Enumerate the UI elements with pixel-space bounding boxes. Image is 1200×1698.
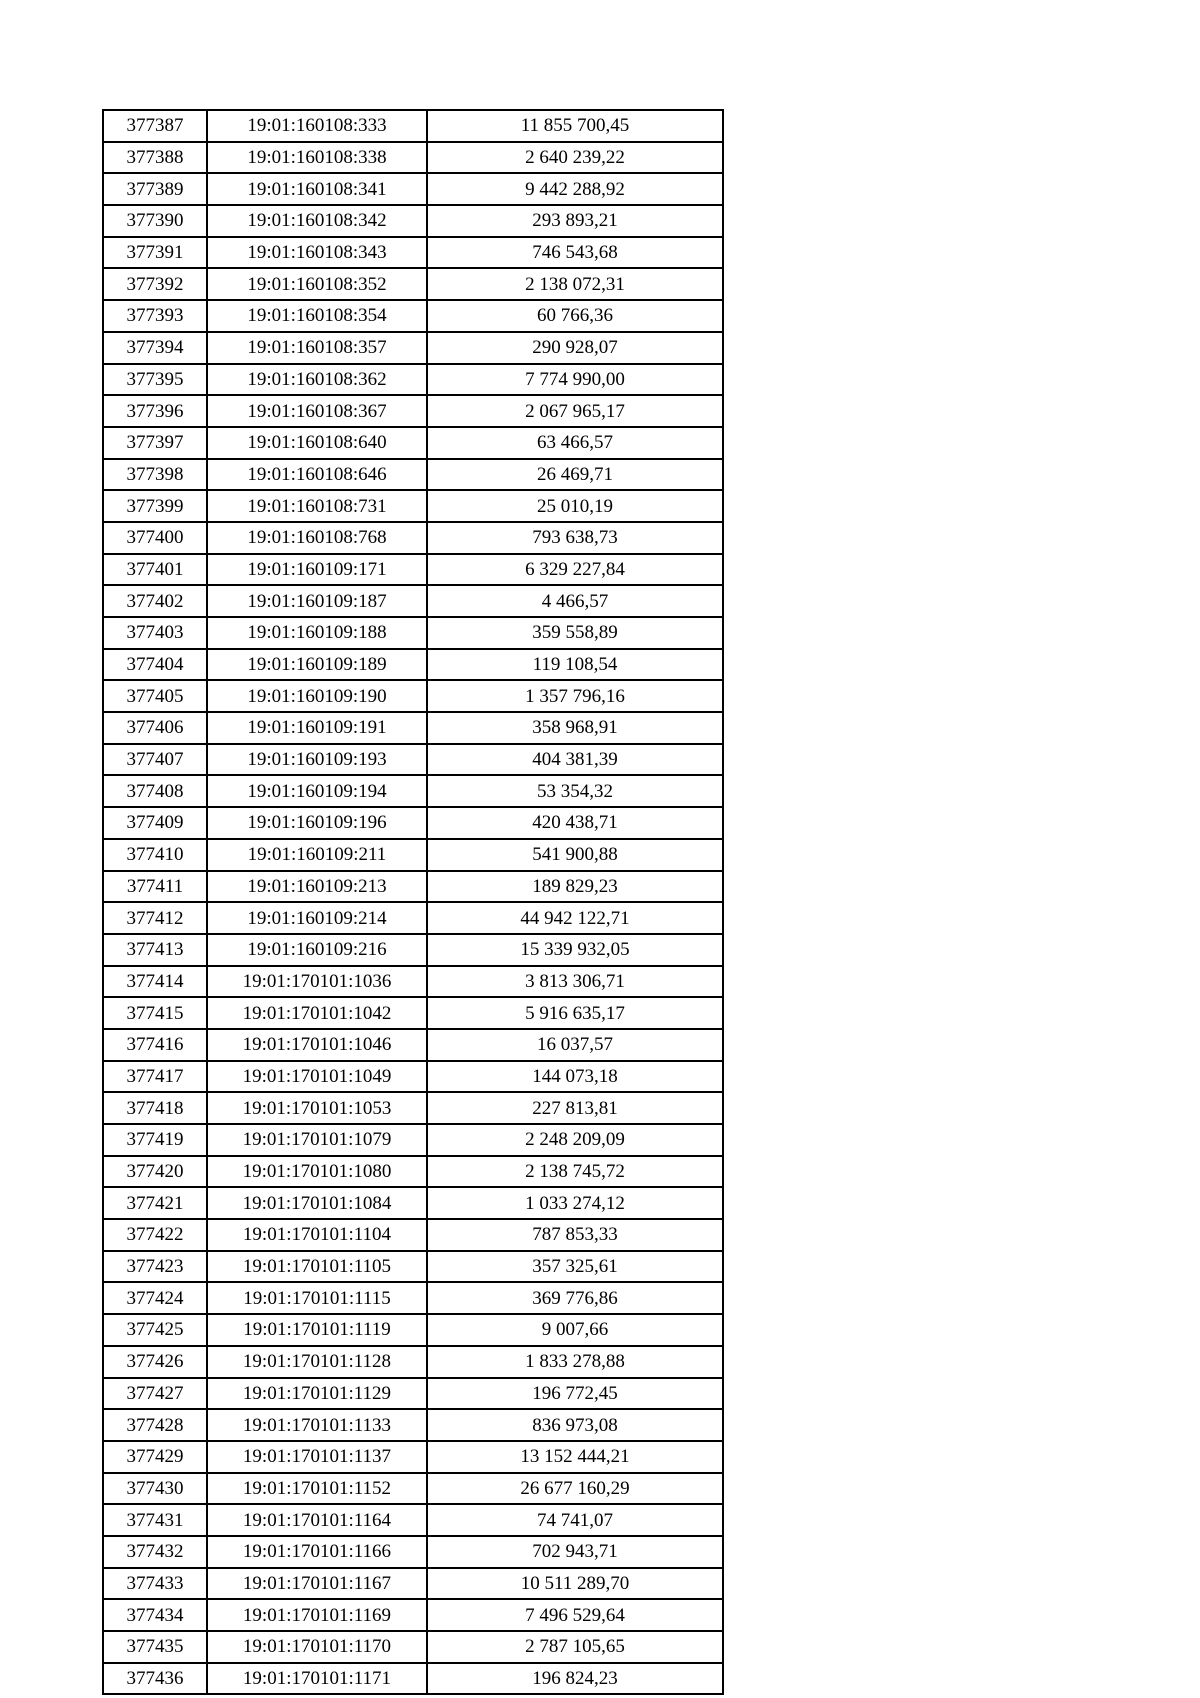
cadastral-number-cell: 19:01:170101:1137 bbox=[207, 1441, 427, 1473]
row-number-cell: 377394 bbox=[103, 332, 207, 364]
cadastral-number-cell: 19:01:160109:216 bbox=[207, 934, 427, 966]
cadastral-number-cell: 19:01:170101:1049 bbox=[207, 1061, 427, 1093]
cadastral-value-cell: 6 329 227,84 bbox=[427, 554, 723, 586]
cadastral-value-cell: 26 677 160,29 bbox=[427, 1473, 723, 1505]
row-number-cell: 377425 bbox=[103, 1314, 207, 1346]
table-row bbox=[103, 617, 723, 649]
cadastral-number-cell: 19:01:160108:343 bbox=[207, 237, 427, 269]
cadastral-value-cell: 227 813,81 bbox=[427, 1092, 723, 1124]
row-number-cell: 377400 bbox=[103, 522, 207, 554]
cadastral-value-cell: 53 354,32 bbox=[427, 775, 723, 807]
row-number-cell: 377432 bbox=[103, 1536, 207, 1568]
table-row bbox=[103, 554, 723, 586]
cadastral-number-cell: 19:01:160108:367 bbox=[207, 395, 427, 427]
row-number-cell: 377423 bbox=[103, 1251, 207, 1283]
cadastral-value-cell: 358 968,91 bbox=[427, 712, 723, 744]
cadastral-value-cell: 359 558,89 bbox=[427, 617, 723, 649]
cadastral-number-cell: 19:01:160108:338 bbox=[207, 142, 427, 174]
table-row bbox=[103, 1314, 723, 1346]
cadastral-number-cell: 19:01:160109:214 bbox=[207, 902, 427, 934]
cadastral-number-cell: 19:01:160109:196 bbox=[207, 807, 427, 839]
table-row bbox=[103, 807, 723, 839]
table-row bbox=[103, 268, 723, 300]
cadastral-value-cell: 1 833 278,88 bbox=[427, 1346, 723, 1378]
table-row bbox=[103, 775, 723, 807]
table-row bbox=[103, 1187, 723, 1219]
cadastral-value-cell: 404 381,39 bbox=[427, 744, 723, 776]
cadastral-value-cell: 836 973,08 bbox=[427, 1409, 723, 1441]
row-number-cell: 377431 bbox=[103, 1504, 207, 1536]
table-row bbox=[103, 649, 723, 681]
cadastral-number-cell: 19:01:160108:731 bbox=[207, 490, 427, 522]
row-number-cell: 377393 bbox=[103, 300, 207, 332]
cadastral-value-cell: 1 033 274,12 bbox=[427, 1187, 723, 1219]
cadastral-value-cell: 189 829,23 bbox=[427, 871, 723, 903]
row-number-cell: 377412 bbox=[103, 902, 207, 934]
table-row bbox=[103, 1124, 723, 1156]
row-number-cell: 377429 bbox=[103, 1441, 207, 1473]
cadastral-number-cell: 19:01:170101:1133 bbox=[207, 1409, 427, 1441]
row-number-cell: 377391 bbox=[103, 237, 207, 269]
table-row bbox=[103, 173, 723, 205]
row-number-cell: 377408 bbox=[103, 775, 207, 807]
cadastral-number-cell: 19:01:170101:1080 bbox=[207, 1156, 427, 1188]
row-number-cell: 377435 bbox=[103, 1631, 207, 1663]
cadastral-value-cell: 290 928,07 bbox=[427, 332, 723, 364]
cadastral-number-cell: 19:01:160109:189 bbox=[207, 649, 427, 681]
table-row bbox=[103, 902, 723, 934]
cadastral-value-cell: 7 496 529,64 bbox=[427, 1599, 723, 1631]
cadastral-number-cell: 19:01:160108:357 bbox=[207, 332, 427, 364]
table-row bbox=[103, 142, 723, 174]
row-number-cell: 377418 bbox=[103, 1092, 207, 1124]
row-number-cell: 377419 bbox=[103, 1124, 207, 1156]
table-row bbox=[103, 1346, 723, 1378]
cadastral-value-cell: 5 916 635,17 bbox=[427, 997, 723, 1029]
cadastral-number-cell: 19:01:170101:1152 bbox=[207, 1473, 427, 1505]
table-row bbox=[103, 1473, 723, 1505]
row-number-cell: 377389 bbox=[103, 173, 207, 205]
cadastral-number-cell: 19:01:160109:171 bbox=[207, 554, 427, 586]
cadastral-number-cell: 19:01:170101:1169 bbox=[207, 1599, 427, 1631]
table-row bbox=[103, 1029, 723, 1061]
cadastral-value-cell: 4 466,57 bbox=[427, 585, 723, 617]
cadastral-value-cell: 3 813 306,71 bbox=[427, 966, 723, 998]
table-row bbox=[103, 1156, 723, 1188]
cadastral-number-cell: 19:01:160109:190 bbox=[207, 680, 427, 712]
row-number-cell: 377411 bbox=[103, 871, 207, 903]
cadastral-number-cell: 19:01:170101:1170 bbox=[207, 1631, 427, 1663]
cadastral-value-cell: 357 325,61 bbox=[427, 1251, 723, 1283]
table-row bbox=[103, 1219, 723, 1251]
table-row bbox=[103, 237, 723, 269]
row-number-cell: 377403 bbox=[103, 617, 207, 649]
cadastral-value-cell: 369 776,86 bbox=[427, 1282, 723, 1314]
row-number-cell: 377396 bbox=[103, 395, 207, 427]
table-row bbox=[103, 332, 723, 364]
table-row bbox=[103, 205, 723, 237]
cadastral-value-cell: 746 543,68 bbox=[427, 237, 723, 269]
table-row bbox=[103, 395, 723, 427]
row-number-cell: 377409 bbox=[103, 807, 207, 839]
cadastral-number-cell: 19:01:160108:640 bbox=[207, 427, 427, 459]
table-row bbox=[103, 300, 723, 332]
cadastral-value-cell: 9 442 288,92 bbox=[427, 173, 723, 205]
table-row bbox=[103, 934, 723, 966]
table-row bbox=[103, 1663, 723, 1695]
table-row bbox=[103, 712, 723, 744]
cadastral-value-cell: 10 511 289,70 bbox=[427, 1568, 723, 1600]
table-row bbox=[103, 522, 723, 554]
cadastral-number-cell: 19:01:170101:1167 bbox=[207, 1568, 427, 1600]
cadastral-value-cell: 2 787 105,65 bbox=[427, 1631, 723, 1663]
cadastral-number-cell: 19:01:170101:1105 bbox=[207, 1251, 427, 1283]
row-number-cell: 377421 bbox=[103, 1187, 207, 1219]
cadastral-number-cell: 19:01:160109:194 bbox=[207, 775, 427, 807]
cadastral-number-cell: 19:01:170101:1104 bbox=[207, 1219, 427, 1251]
cadastral-number-cell: 19:01:160108:352 bbox=[207, 268, 427, 300]
table-row bbox=[103, 1568, 723, 1600]
row-number-cell: 377397 bbox=[103, 427, 207, 459]
cadastral-value-cell: 60 766,36 bbox=[427, 300, 723, 332]
cadastral-number-cell: 19:01:170101:1053 bbox=[207, 1092, 427, 1124]
table-row bbox=[103, 110, 723, 142]
row-number-cell: 377415 bbox=[103, 997, 207, 1029]
cadastral-value-cell: 44 942 122,71 bbox=[427, 902, 723, 934]
table-row bbox=[103, 1092, 723, 1124]
cadastral-value-cell: 2 248 209,09 bbox=[427, 1124, 723, 1156]
cadastral-value-cell: 1 357 796,16 bbox=[427, 680, 723, 712]
row-number-cell: 377428 bbox=[103, 1409, 207, 1441]
table-row bbox=[103, 1441, 723, 1473]
table-row bbox=[103, 839, 723, 871]
row-number-cell: 377426 bbox=[103, 1346, 207, 1378]
cadastral-value-cell: 13 152 444,21 bbox=[427, 1441, 723, 1473]
cadastral-number-cell: 19:01:170101:1166 bbox=[207, 1536, 427, 1568]
cadastral-number-cell: 19:01:160109:191 bbox=[207, 712, 427, 744]
table-row bbox=[103, 459, 723, 491]
row-number-cell: 377414 bbox=[103, 966, 207, 998]
cadastral-number-cell: 19:01:170101:1129 bbox=[207, 1378, 427, 1410]
row-number-cell: 377388 bbox=[103, 142, 207, 174]
table-row bbox=[103, 997, 723, 1029]
table-row bbox=[103, 966, 723, 998]
table-row bbox=[103, 1536, 723, 1568]
cadastral-value-cell: 2 067 965,17 bbox=[427, 395, 723, 427]
cadastral-value-cell: 119 108,54 bbox=[427, 649, 723, 681]
table-row bbox=[103, 1378, 723, 1410]
row-number-cell: 377420 bbox=[103, 1156, 207, 1188]
table-body bbox=[103, 110, 723, 1694]
cadastral-value-cell: 26 469,71 bbox=[427, 459, 723, 491]
row-number-cell: 377416 bbox=[103, 1029, 207, 1061]
row-number-cell: 377422 bbox=[103, 1219, 207, 1251]
cadastral-value-cell: 63 466,57 bbox=[427, 427, 723, 459]
cadastral-number-cell: 19:01:170101:1164 bbox=[207, 1504, 427, 1536]
table-row bbox=[103, 1061, 723, 1093]
cadastral-value-cell: 793 638,73 bbox=[427, 522, 723, 554]
row-number-cell: 377407 bbox=[103, 744, 207, 776]
cadastral-number-cell: 19:01:170101:1171 bbox=[207, 1663, 427, 1695]
cadastral-value-cell: 74 741,07 bbox=[427, 1504, 723, 1536]
cadastral-value-cell: 420 438,71 bbox=[427, 807, 723, 839]
row-number-cell: 377424 bbox=[103, 1282, 207, 1314]
table-row bbox=[103, 1599, 723, 1631]
cadastral-number-cell: 19:01:170101:1036 bbox=[207, 966, 427, 998]
row-number-cell: 377410 bbox=[103, 839, 207, 871]
table-row bbox=[103, 490, 723, 522]
row-number-cell: 377392 bbox=[103, 268, 207, 300]
cadastral-value-cell: 702 943,71 bbox=[427, 1536, 723, 1568]
row-number-cell: 377430 bbox=[103, 1473, 207, 1505]
cadastral-number-cell: 19:01:160109:193 bbox=[207, 744, 427, 776]
cadastral-number-cell: 19:01:160108:341 bbox=[207, 173, 427, 205]
row-number-cell: 377434 bbox=[103, 1599, 207, 1631]
row-number-cell: 377399 bbox=[103, 490, 207, 522]
cadastral-number-cell: 19:01:160108:646 bbox=[207, 459, 427, 491]
cadastral-number-cell: 19:01:160108:333 bbox=[207, 110, 427, 142]
cadastral-number-cell: 19:01:170101:1084 bbox=[207, 1187, 427, 1219]
row-number-cell: 377436 bbox=[103, 1663, 207, 1695]
cadastral-value-cell: 25 010,19 bbox=[427, 490, 723, 522]
cadastral-number-cell: 19:01:160108:342 bbox=[207, 205, 427, 237]
row-number-cell: 377404 bbox=[103, 649, 207, 681]
row-number-cell: 377433 bbox=[103, 1568, 207, 1600]
row-number-cell: 377395 bbox=[103, 364, 207, 396]
cadastral-value-cell: 144 073,18 bbox=[427, 1061, 723, 1093]
table-row bbox=[103, 1282, 723, 1314]
cadastral-value-cell: 16 037,57 bbox=[427, 1029, 723, 1061]
cadastral-number-cell: 19:01:170101:1079 bbox=[207, 1124, 427, 1156]
table-row bbox=[103, 1504, 723, 1536]
cadastral-value-cell: 541 900,88 bbox=[427, 839, 723, 871]
cadastral-value-cell: 15 339 932,05 bbox=[427, 934, 723, 966]
row-number-cell: 377398 bbox=[103, 459, 207, 491]
cadastral-number-cell: 19:01:160108:768 bbox=[207, 522, 427, 554]
cadastral-number-cell: 19:01:170101:1115 bbox=[207, 1282, 427, 1314]
row-number-cell: 377402 bbox=[103, 585, 207, 617]
cadastral-value-cell: 293 893,21 bbox=[427, 205, 723, 237]
table-row bbox=[103, 1631, 723, 1663]
table-row bbox=[103, 1251, 723, 1283]
cadastral-number-cell: 19:01:160109:187 bbox=[207, 585, 427, 617]
cadastral-number-cell: 19:01:160108:354 bbox=[207, 300, 427, 332]
cadastral-value-cell: 2 640 239,22 bbox=[427, 142, 723, 174]
data-table bbox=[102, 109, 724, 1695]
cadastral-value-cell: 11 855 700,45 bbox=[427, 110, 723, 142]
row-number-cell: 377390 bbox=[103, 205, 207, 237]
table-row bbox=[103, 364, 723, 396]
cadastral-number-cell: 19:01:170101:1128 bbox=[207, 1346, 427, 1378]
row-number-cell: 377427 bbox=[103, 1378, 207, 1410]
row-number-cell: 377405 bbox=[103, 680, 207, 712]
row-number-cell: 377387 bbox=[103, 110, 207, 142]
table-row bbox=[103, 680, 723, 712]
cadastral-value-cell: 196 824,23 bbox=[427, 1663, 723, 1695]
cadastral-value-cell: 2 138 745,72 bbox=[427, 1156, 723, 1188]
table-row bbox=[103, 871, 723, 903]
cadastral-number-cell: 19:01:160109:211 bbox=[207, 839, 427, 871]
row-number-cell: 377417 bbox=[103, 1061, 207, 1093]
cadastral-value-cell: 2 138 072,31 bbox=[427, 268, 723, 300]
cadastral-value-cell: 9 007,66 bbox=[427, 1314, 723, 1346]
cadastral-number-cell: 19:01:170101:1046 bbox=[207, 1029, 427, 1061]
cadastral-value-cell: 787 853,33 bbox=[427, 1219, 723, 1251]
cadastral-number-cell: 19:01:160108:362 bbox=[207, 364, 427, 396]
cadastral-number-cell: 19:01:160109:213 bbox=[207, 871, 427, 903]
cadastral-value-cell: 7 774 990,00 bbox=[427, 364, 723, 396]
row-number-cell: 377413 bbox=[103, 934, 207, 966]
cadastral-number-cell: 19:01:170101:1042 bbox=[207, 997, 427, 1029]
cadastral-value-cell: 196 772,45 bbox=[427, 1378, 723, 1410]
cadastral-number-cell: 19:01:160109:188 bbox=[207, 617, 427, 649]
cadastral-number-cell: 19:01:170101:1119 bbox=[207, 1314, 427, 1346]
row-number-cell: 377406 bbox=[103, 712, 207, 744]
row-number-cell: 377401 bbox=[103, 554, 207, 586]
table-row bbox=[103, 427, 723, 459]
table-row bbox=[103, 1409, 723, 1441]
table-row bbox=[103, 744, 723, 776]
table-row bbox=[103, 585, 723, 617]
